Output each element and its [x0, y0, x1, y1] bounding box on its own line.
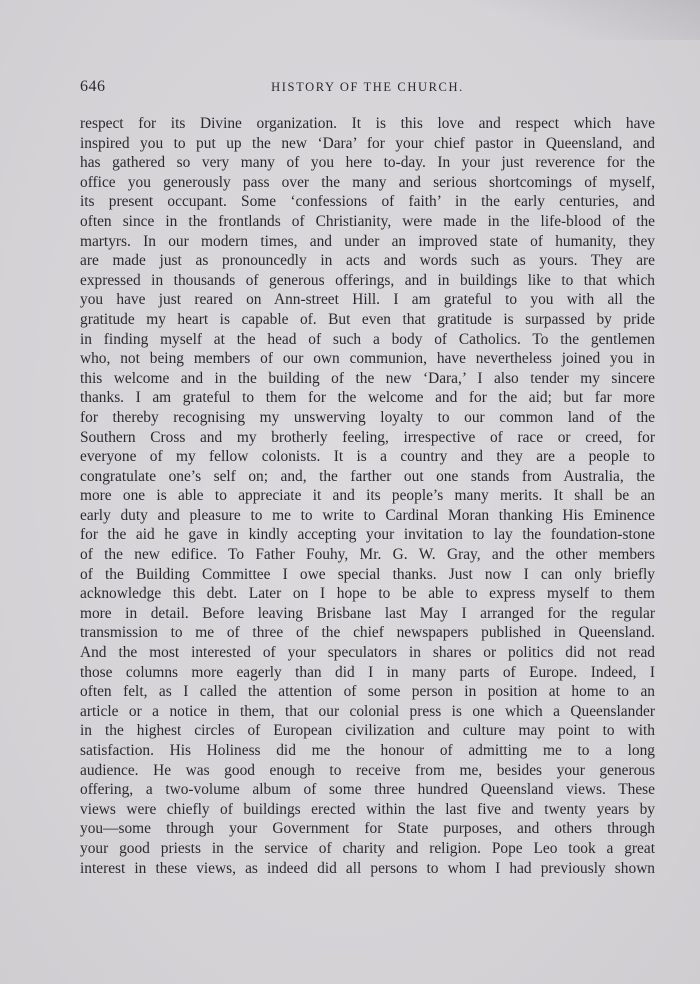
text-line: you have just reared on Ann-street Hill. I am grateful to you with all the [80, 291, 655, 309]
page-header [80, 78, 655, 100]
text-line: congratulate one’s self on; and, the farther out one stands from Australia, the [80, 467, 655, 485]
body-text [80, 114, 655, 878]
text-line: views were chiefly of buildings erected within the last five and twenty years by [80, 800, 655, 818]
text-line: expressed in thousands of generous offerings, and in buildings like to that which [80, 271, 655, 289]
text-line: gratitude my heart is capable of. But even that gratitude is surpassed by pride [80, 310, 655, 328]
text-line: you—some through your Government for State purposes, and others through [80, 820, 655, 838]
text-line: offering, a two-volume album of some three hundred Queensland views. These [80, 781, 655, 799]
page-number: 646 [80, 78, 106, 95]
text-line: for thereby recognising my unswerving loyalty to our common land of the [80, 408, 655, 426]
text-line: who, not being members of our own communion, have nevertheless joined you in [80, 350, 655, 368]
text-line: everyone of my fellow colonists. It is a country and they are a people to [80, 448, 655, 466]
text-line: audience. He was good enough to receive from me, besides your generous [80, 761, 655, 779]
text-line: satisfaction. His Holiness did me the honour of admitting me to a long [80, 742, 655, 759]
text-line: more in detail. Before leaving Brisbane last May I arranged for the regular [80, 604, 655, 622]
text-line: of the new edifice. To Father Fouhy, Mr. G. W. Gray, and the other members [80, 546, 655, 564]
text-line: article or a notice in them, that our colonial press is one which a Queenslander [80, 702, 655, 720]
text-line: often felt, as I called the attention of some person in position at home to an [80, 683, 655, 701]
text-line: interest in these views, as indeed did all persons to whom I had previously shown [80, 859, 655, 877]
text-line: in finding myself at the head of such a body of Catholics. To the gentlemen [80, 330, 655, 348]
text-line: thanks. I am grateful to them for the welcome and for the aid; but far more [80, 389, 655, 407]
text-line: martyrs. In our modern times, and under an improved state of humanity, they [80, 232, 655, 250]
running-head: HISTORY OF THE CHURCH. [271, 80, 464, 94]
text-line: early duty and pleasure to me to write to Cardinal Moran thanking His Eminence [80, 506, 655, 524]
text-line: And the most interested of your speculators in shares or politics did not read [80, 644, 655, 662]
text-line: transmission to me of three of the chief newspapers published in Queensland. [80, 624, 655, 642]
text-line: are made just as pronouncedly in acts and words such as yours. They are [80, 252, 655, 270]
text-line: inspired you to put up the new ‘Dara’ for your chief pastor in Queensland, and [80, 134, 655, 152]
text-line: in the highest circles of European civilization and culture may point to with [80, 722, 655, 740]
text-line: has gathered so very many of you here to-day. In your just reverence for the [80, 154, 655, 172]
text-line: more one is able to appreciate it and its people’s many merits. It shall be an [80, 487, 655, 505]
text-line: office you generously pass over the many and serious shortcomings of myself, [80, 173, 655, 191]
text-line: your good priests in the service of charity and religion. Pope Leo took a great [80, 839, 655, 857]
text-line: respect for its Divine organization. It is this love and respect which have [80, 115, 655, 132]
text-line: acknowledge this debt. Later on I hope to be able to express myself to them [80, 585, 655, 603]
page-stain [470, 0, 700, 40]
text-line: of the Building Committee I owe special thanks. Just now I can only briefly [80, 565, 655, 583]
text-line: this welcome and in the building of the new ‘Dara,’ I also tender my sincere [80, 369, 655, 387]
text-line: often since in the frontlands of Christianity, were made in the life-blood of the [80, 212, 655, 230]
text-line: those columns more eagerly than did I in many parts of Europe. Indeed, I [80, 663, 655, 681]
text-line: its present occupant. Some ‘confessions of faith’ in the early centuries, and [80, 193, 655, 211]
text-line: for the aid he gave in kindly accepting your invitation to lay the foundation-stone [80, 526, 655, 544]
text-line: Southern Cross and my brotherly feeling, irrespective of race or creed, for [80, 428, 655, 446]
